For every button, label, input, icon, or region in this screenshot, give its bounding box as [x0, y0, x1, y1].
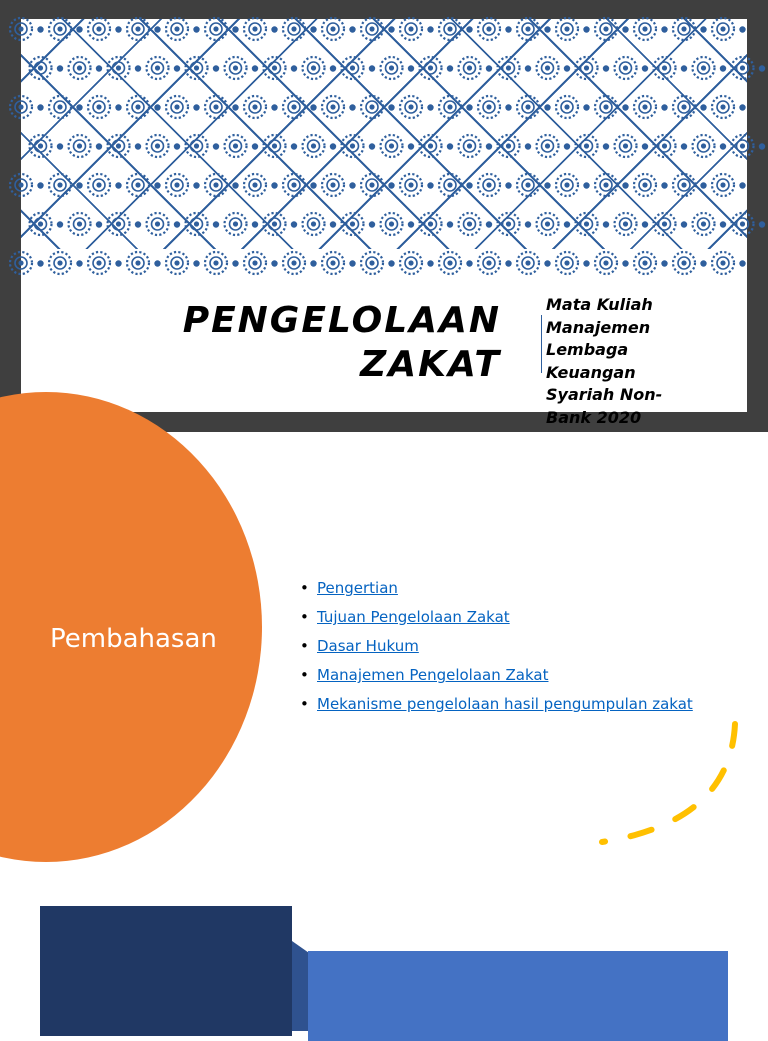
rosette-ornament: [517, 18, 539, 40]
rosette-ornament: [615, 135, 637, 157]
rosette-ornament: [147, 135, 169, 157]
rosette-ornament: [264, 135, 286, 157]
pattern-dot: [544, 26, 550, 32]
rosette-ornament: [49, 174, 71, 196]
title-slide-content: [21, 19, 747, 427]
rosette-ornament: [556, 18, 578, 40]
pattern-dot: [583, 182, 589, 188]
pattern-dot: [564, 65, 570, 71]
pattern-dot: [700, 26, 706, 32]
pattern-dot: [700, 260, 706, 266]
pattern-dot: [466, 104, 472, 110]
pattern-dot: [466, 260, 472, 266]
pattern-dot: [37, 26, 43, 32]
pattern-dot: [544, 182, 550, 188]
agenda-link-mekanisme[interactable]: Mekanisme pengelolaan hasil pengumpulan zakat: [317, 695, 693, 713]
pattern-dot: [154, 104, 160, 110]
rosette-ornament: [732, 57, 754, 79]
pattern-dot: [174, 65, 180, 71]
bullet-icon: •: [300, 579, 309, 597]
pattern-dot: [525, 143, 531, 149]
pattern-dot: [759, 143, 765, 149]
rosette-ornament: [166, 18, 188, 40]
bullet-icon: •: [300, 637, 309, 655]
bullet-icon: •: [300, 666, 309, 684]
rosette-ornament: [361, 96, 383, 118]
pattern-dot: [193, 260, 199, 266]
pattern-dot: [408, 143, 414, 149]
pattern-dot: [739, 104, 745, 110]
pattern-dot: [96, 221, 102, 227]
agenda-item: [300, 605, 693, 634]
pattern-dot: [564, 221, 570, 227]
rosette-ornament: [127, 174, 149, 196]
rosette-ornament: [244, 252, 266, 274]
rosette-ornament: [127, 252, 149, 274]
agenda-link-pengertian[interactable]: Pengertian: [317, 579, 398, 597]
rosette-ornament: [69, 57, 91, 79]
rosette-ornament: [420, 213, 442, 235]
rosette-ornament: [30, 57, 52, 79]
rosette-ornament: [498, 135, 520, 157]
rosette-ornament: [225, 213, 247, 235]
pattern-dot: [349, 182, 355, 188]
pattern-dot: [603, 143, 609, 149]
rosette-ornament: [127, 96, 149, 118]
pattern-dot: [310, 182, 316, 188]
pattern-dot: [466, 26, 472, 32]
rosette-ornament: [439, 252, 461, 274]
pattern-dot: [213, 221, 219, 227]
agenda-item: [300, 663, 693, 692]
pattern-dot: [447, 143, 453, 149]
pattern-dot: [115, 26, 121, 32]
pattern-dot: [700, 104, 706, 110]
pattern-dot: [622, 26, 628, 32]
rosette-ornament: [10, 18, 32, 40]
rosette-ornament: [478, 252, 500, 274]
pattern-dot: [505, 26, 511, 32]
rosette-ornament: [49, 252, 71, 274]
pattern-dot: [681, 143, 687, 149]
pattern-dot: [681, 221, 687, 227]
pattern-dot: [408, 65, 414, 71]
pattern-dot: [505, 104, 511, 110]
rosette-ornament: [69, 135, 91, 157]
pattern-dot: [369, 143, 375, 149]
next-slide-preview: [0, 864, 768, 1024]
pattern-dot: [544, 104, 550, 110]
pattern-dot: [642, 65, 648, 71]
pattern-dot: [330, 143, 336, 149]
agenda-slide: [0, 432, 768, 864]
rosette-ornament: [654, 57, 676, 79]
pattern-dot: [76, 26, 82, 32]
rosette-ornament: [400, 18, 422, 40]
pattern-dot: [96, 65, 102, 71]
rosette-ornament: [283, 174, 305, 196]
rosette-ornament: [205, 96, 227, 118]
pattern-dot: [232, 104, 238, 110]
rosette-ornament: [556, 252, 578, 274]
pattern-dot: [330, 221, 336, 227]
rosette-ornament: [88, 174, 110, 196]
rosette-ornament: [244, 18, 266, 40]
pattern-dot: [759, 65, 765, 71]
slide-title-line1: PENGELOLAAN: [182, 300, 501, 341]
rosette-ornament: [498, 213, 520, 235]
pattern-dot: [661, 104, 667, 110]
rosette-ornament: [283, 252, 305, 274]
rosette-ornament: [634, 174, 656, 196]
pattern-dot: [466, 182, 472, 188]
rosette-ornament: [732, 135, 754, 157]
pattern-dot: [349, 260, 355, 266]
rosette-ornament: [576, 135, 598, 157]
rosette-ornament: [712, 174, 734, 196]
pattern-dot: [447, 221, 453, 227]
rosette-ornament: [712, 96, 734, 118]
rosette-ornament: [712, 252, 734, 274]
rosette-ornament: [244, 174, 266, 196]
pattern-dot: [135, 65, 141, 71]
rosette-ornament: [10, 96, 32, 118]
pattern-dot: [427, 182, 433, 188]
rosette-ornament: [537, 213, 559, 235]
rosette-ornament: [88, 252, 110, 274]
pattern-dot: [271, 260, 277, 266]
rosette-ornament: [673, 96, 695, 118]
pattern-dot: [213, 65, 219, 71]
rosette-ornament: [186, 135, 208, 157]
pattern-dot: [310, 26, 316, 32]
pattern-dot: [388, 26, 394, 32]
pattern-dot: [739, 182, 745, 188]
pattern-dot: [349, 26, 355, 32]
pattern-dot: [310, 104, 316, 110]
pattern-dot: [622, 260, 628, 266]
rosette-ornament: [615, 213, 637, 235]
pattern-dot: [739, 26, 745, 32]
rosette-ornament: [693, 213, 715, 235]
bullet-icon: •: [300, 608, 309, 626]
rosette-ornament: [459, 213, 481, 235]
pattern-dot: [622, 104, 628, 110]
pattern-dot: [310, 260, 316, 266]
pattern-dot: [583, 26, 589, 32]
rosette-ornament: [634, 18, 656, 40]
pattern-dot: [174, 221, 180, 227]
pattern-dot: [739, 260, 745, 266]
pattern-dot: [76, 182, 82, 188]
rosette-ornament: [303, 213, 325, 235]
rosette-ornament: [381, 213, 403, 235]
pattern-dot: [115, 260, 121, 266]
rosette-ornament: [108, 135, 130, 157]
pattern-dot: [388, 104, 394, 110]
rosette-ornament: [244, 96, 266, 118]
pattern-dot: [115, 104, 121, 110]
agenda-item: [300, 634, 693, 663]
rosette-ornament: [537, 135, 559, 157]
rosette-ornament: [186, 57, 208, 79]
rosette-ornament: [381, 57, 403, 79]
rosette-ornament: [322, 18, 344, 40]
pattern-dot: [525, 221, 531, 227]
rosette-ornament: [595, 96, 617, 118]
pattern-dot: [330, 65, 336, 71]
rosette-ornament: [322, 252, 344, 274]
course-subtitle: Mata Kuliah Manajemen Lembaga Keuangan Syariah Non- Bank 2020: [546, 295, 663, 427]
rosette-ornament: [205, 252, 227, 274]
pattern-dot: [76, 260, 82, 266]
pattern-dot: [57, 65, 63, 71]
dashed-arc-decoration: [590, 712, 750, 852]
pattern-dot: [252, 221, 258, 227]
pattern-dot: [291, 143, 297, 149]
pattern-dot: [427, 104, 433, 110]
pattern-dot: [447, 65, 453, 71]
rosette-ornament: [205, 18, 227, 40]
rosette-ornament: [459, 135, 481, 157]
rosette-ornament: [420, 57, 442, 79]
rosette-ornament: [517, 252, 539, 274]
pattern-dot: [115, 182, 121, 188]
rosette-ornament: [166, 252, 188, 274]
rosette-ornament: [108, 57, 130, 79]
pattern-dot: [193, 104, 199, 110]
rosette-ornament: [127, 18, 149, 40]
dark-blue-panel: [40, 906, 292, 1036]
rosette-ornament: [186, 213, 208, 235]
blue-banner: [308, 951, 728, 1041]
pattern-dot: [583, 260, 589, 266]
pattern-dot: [622, 182, 628, 188]
pattern-dot: [37, 260, 43, 266]
pattern-dot: [252, 143, 258, 149]
rosette-ornament: [322, 174, 344, 196]
pattern-dot: [486, 221, 492, 227]
rosette-ornament: [108, 213, 130, 235]
agenda-link-manajemen[interactable]: Manajemen Pengelolaan Zakat: [317, 666, 549, 684]
rosette-ornament: [498, 57, 520, 79]
rosette-ornament: [478, 96, 500, 118]
rosette-ornament: [400, 96, 422, 118]
pattern-dot: [642, 143, 648, 149]
agenda-list: [300, 576, 693, 721]
rosette-ornament: [205, 174, 227, 196]
rosette-ornament: [693, 57, 715, 79]
pattern-dot: [564, 143, 570, 149]
rosette-ornament: [166, 174, 188, 196]
rosette-ornament: [342, 135, 364, 157]
pattern-dot: [603, 221, 609, 227]
title-divider: [541, 315, 542, 373]
rosette-ornament: [30, 213, 52, 235]
rosette-ornament: [420, 135, 442, 157]
rosette-ornament: [88, 96, 110, 118]
pattern-dot: [154, 26, 160, 32]
rosette-ornament: [88, 18, 110, 40]
pattern-ornaments: [21, 19, 747, 249]
pattern-dot: [505, 182, 511, 188]
rosette-ornament: [478, 18, 500, 40]
rosette-ornament: [264, 57, 286, 79]
pattern-dot: [486, 143, 492, 149]
rosette-ornament: [439, 96, 461, 118]
pattern-dot: [271, 104, 277, 110]
pattern-dot: [193, 182, 199, 188]
pattern-dot: [720, 143, 726, 149]
rosette-ornament: [595, 252, 617, 274]
pattern-dot: [720, 221, 726, 227]
rosette-ornament: [381, 135, 403, 157]
rosette-ornament: [439, 174, 461, 196]
pattern-dot: [544, 260, 550, 266]
rosette-ornament: [439, 18, 461, 40]
rosette-ornament: [634, 96, 656, 118]
rosette-ornament: [595, 174, 617, 196]
slide-title-line2: ZAKAT: [360, 344, 501, 385]
rosette-ornament: [166, 96, 188, 118]
pattern-dot: [174, 143, 180, 149]
pattern-dot: [408, 221, 414, 227]
rosette-ornament: [283, 18, 305, 40]
rosette-ornament: [615, 57, 637, 79]
rosette-ornament: [342, 57, 364, 79]
rosette-ornament: [303, 57, 325, 79]
pattern-dot: [661, 260, 667, 266]
rosette-ornament: [322, 96, 344, 118]
pattern-dot: [388, 182, 394, 188]
pattern-dot: [76, 104, 82, 110]
rosette-ornament: [69, 213, 91, 235]
rosette-ornament: [517, 174, 539, 196]
pattern-dot: [427, 260, 433, 266]
pattern-dot: [135, 143, 141, 149]
pattern-dot: [720, 65, 726, 71]
rosette-ornament: [10, 252, 32, 274]
rosette-ornament: [712, 18, 734, 40]
rosette-ornament: [10, 174, 32, 196]
rosette-ornament: [400, 174, 422, 196]
agenda-link-dasar-hukum[interactable]: Dasar Hukum: [317, 637, 419, 655]
rosette-ornament: [576, 57, 598, 79]
rosette-ornament: [147, 57, 169, 79]
pattern-dot: [232, 26, 238, 32]
rosette-ornament: [556, 174, 578, 196]
slide-title: [81, 299, 501, 387]
rosette-ornament: [30, 135, 52, 157]
rosette-ornament: [459, 57, 481, 79]
rosette-ornament: [654, 135, 676, 157]
pattern-dot: [213, 143, 219, 149]
rosette-ornament: [732, 213, 754, 235]
rosette-ornament: [673, 252, 695, 274]
pattern-dot: [271, 26, 277, 32]
rosette-ornament: [537, 57, 559, 79]
rosette-ornament: [673, 18, 695, 40]
pattern-dot: [505, 260, 511, 266]
rosette-ornament: [49, 96, 71, 118]
rosette-ornament: [654, 213, 676, 235]
pattern-dot: [603, 65, 609, 71]
rosette-ornament: [693, 135, 715, 157]
pattern-dot: [681, 65, 687, 71]
pattern-dot: [37, 104, 43, 110]
pattern-dot: [642, 221, 648, 227]
pattern-dot: [135, 221, 141, 227]
pattern-dot: [271, 182, 277, 188]
rosette-ornament: [400, 252, 422, 274]
pattern-dot: [291, 221, 297, 227]
pattern-dot: [369, 221, 375, 227]
pattern-dot: [291, 65, 297, 71]
rosette-ornament: [147, 213, 169, 235]
rosette-ornament: [595, 18, 617, 40]
pattern-dot: [759, 221, 765, 227]
rosette-ornament: [361, 252, 383, 274]
section-title: Pembahasan: [50, 624, 217, 654]
rosette-ornament: [49, 18, 71, 40]
pattern-dot: [486, 65, 492, 71]
pattern-dot: [661, 26, 667, 32]
agenda-item: [300, 576, 693, 605]
pattern-dot: [232, 182, 238, 188]
rosette-ornament: [303, 135, 325, 157]
rosette-ornament: [673, 174, 695, 196]
pattern-dot: [525, 65, 531, 71]
pattern-dot: [583, 104, 589, 110]
rosette-ornament: [634, 252, 656, 274]
rosette-ornament: [264, 213, 286, 235]
rosette-ornament: [517, 96, 539, 118]
rosette-ornament: [556, 96, 578, 118]
agenda-link-tujuan[interactable]: Tujuan Pengelolaan Zakat: [317, 608, 510, 626]
pattern-dot: [388, 260, 394, 266]
pattern-dot: [232, 260, 238, 266]
rosette-ornament: [342, 213, 364, 235]
title-slide: [0, 0, 768, 432]
pattern-dot: [154, 182, 160, 188]
rosette-ornament: [225, 57, 247, 79]
pattern-dot: [427, 26, 433, 32]
pattern-dot: [57, 221, 63, 227]
pattern-dot: [369, 65, 375, 71]
bullet-icon: •: [300, 695, 309, 713]
pattern-dot: [154, 260, 160, 266]
pattern-dot: [252, 65, 258, 71]
batik-pattern-banner: [21, 19, 747, 249]
rosette-ornament: [361, 174, 383, 196]
rosette-ornament: [478, 174, 500, 196]
rosette-ornament: [283, 96, 305, 118]
pattern-dot: [349, 104, 355, 110]
pattern-dot: [37, 182, 43, 188]
pattern-dot: [96, 143, 102, 149]
rosette-ornament: [225, 135, 247, 157]
pattern-dot: [700, 182, 706, 188]
pattern-dot: [661, 182, 667, 188]
rosette-ornament: [576, 213, 598, 235]
pattern-dot: [193, 26, 199, 32]
rosette-ornament: [361, 18, 383, 40]
pattern-dot: [57, 143, 63, 149]
